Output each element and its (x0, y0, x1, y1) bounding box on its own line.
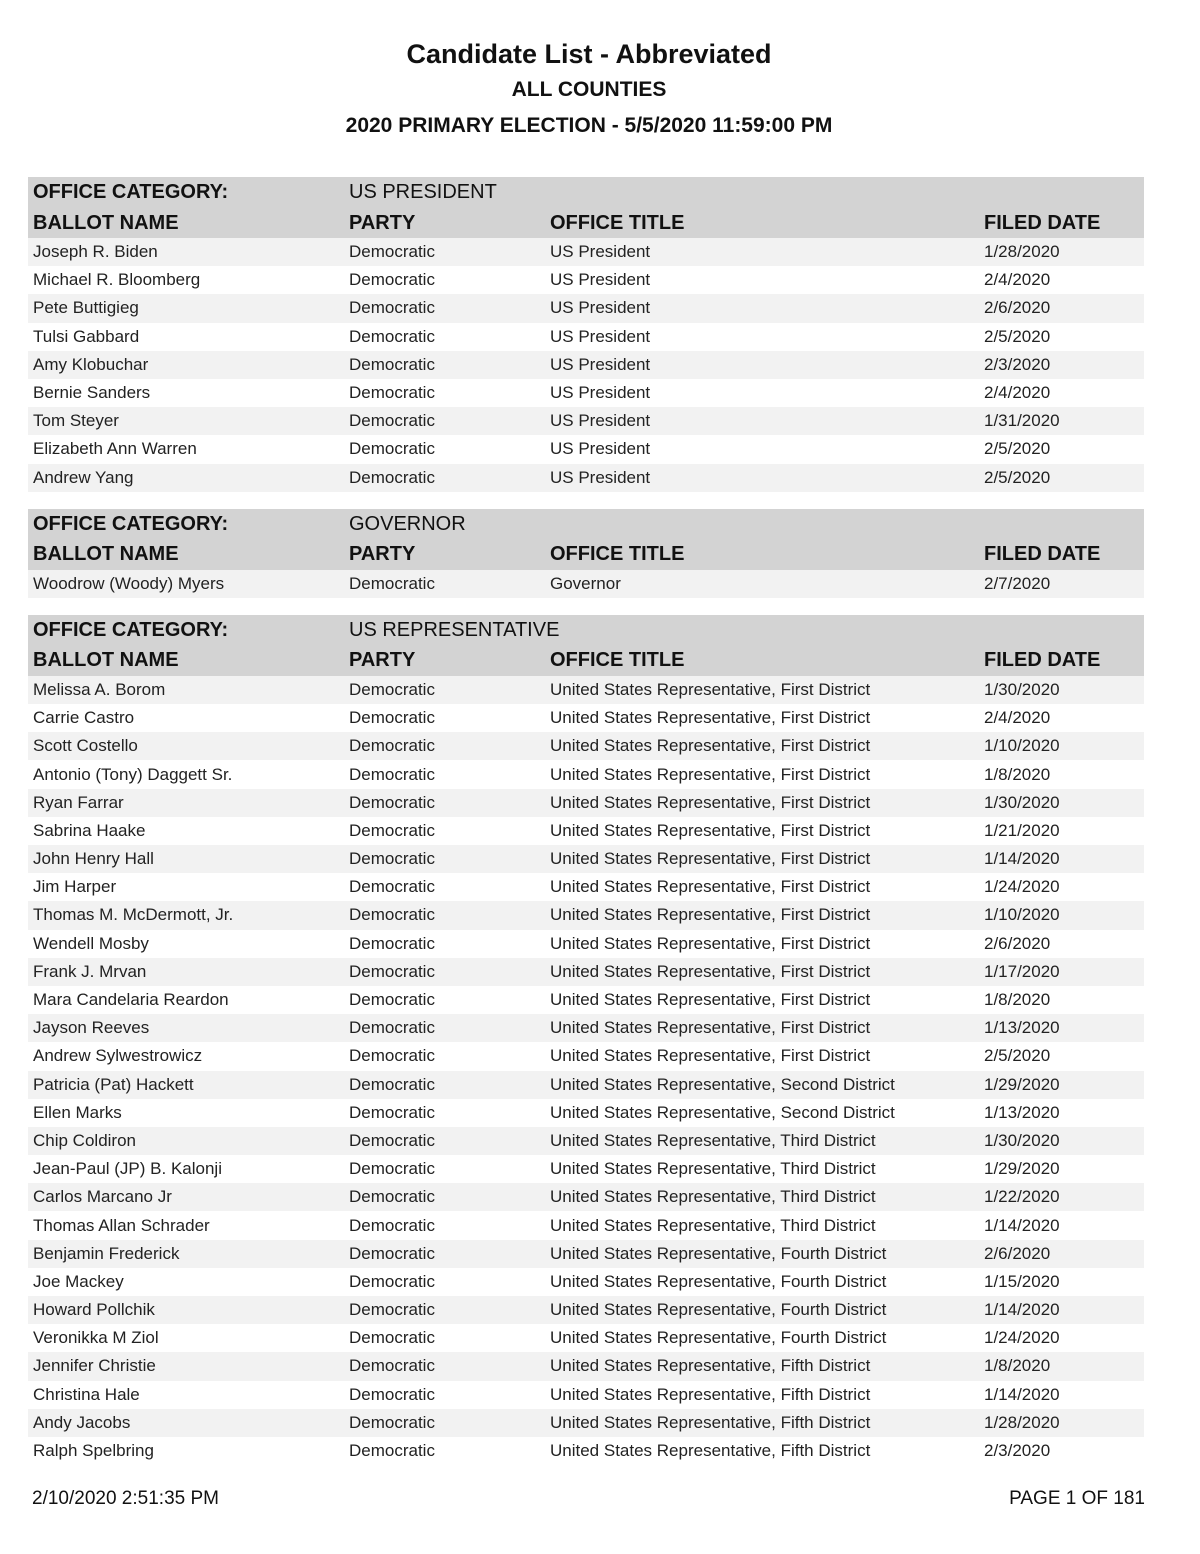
table-row (28, 1240, 1144, 1268)
party-cell: Democratic (349, 679, 435, 699)
office-title-cell: United States Representative, First District (550, 708, 871, 728)
party-cell: Democratic (349, 1356, 435, 1376)
ballot-name-cell: Elizabeth Ann Warren (33, 439, 197, 459)
office-title-cell: US President (550, 467, 651, 487)
ballot-name-cell: Jean-Paul (JP) B. Kalonji (33, 1159, 222, 1179)
ballot-name-cell: John Henry Hall (33, 849, 154, 869)
ballot-name-cell: Thomas M. McDermott, Jr. (33, 905, 234, 925)
ballot-name-cell: Mara Candelaria Reardon (33, 990, 229, 1010)
table-row (28, 873, 1144, 901)
column-header-office-title: OFFICE TITLE (550, 649, 685, 672)
column-header-row (28, 208, 1144, 238)
column-header-row (28, 646, 1144, 676)
ballot-name-cell: Amy Klobuchar (33, 354, 149, 374)
office-section (28, 509, 1144, 598)
filed-date-cell: 1/29/2020 (984, 1074, 1060, 1094)
filed-date-cell: 1/28/2020 (984, 1412, 1060, 1432)
ballot-name-cell: Andy Jacobs (33, 1412, 131, 1432)
ballot-name-cell: Carrie Castro (33, 708, 135, 728)
table-row (28, 1127, 1144, 1155)
party-cell: Democratic (349, 764, 435, 784)
table-row (28, 676, 1144, 704)
ballot-name-cell: Christina Hale (33, 1384, 140, 1404)
office-title-cell: United States Representative, Fourth District (550, 1300, 887, 1320)
party-cell: Democratic (349, 1271, 435, 1291)
office-title-cell: United States Representative, First District (550, 679, 871, 699)
party-cell: Democratic (349, 270, 435, 290)
office-category-value: US PRESIDENT (349, 181, 497, 203)
column-header-party: PARTY (349, 543, 416, 566)
ballot-name-cell: Andrew Sylwestrowicz (33, 1046, 203, 1066)
table-row (28, 1211, 1144, 1239)
office-title-cell: United States Representative, First District (550, 736, 871, 756)
ballot-name-cell: Thomas Allan Schrader (33, 1215, 210, 1235)
table-row (28, 266, 1144, 294)
party-cell: Democratic (349, 708, 435, 728)
table-row (28, 1155, 1144, 1183)
party-cell: Democratic (349, 1046, 435, 1066)
filed-date-cell: 2/6/2020 (984, 933, 1051, 953)
ballot-name-cell: Scott Costello (33, 736, 138, 756)
filed-date-cell: 1/28/2020 (984, 242, 1060, 262)
ballot-name-cell: Wendell Mosby (33, 933, 149, 953)
party-cell: Democratic (349, 1328, 435, 1348)
ballot-name-cell: Veronikka M Ziol (33, 1328, 159, 1348)
table-row (28, 351, 1144, 379)
party-cell: Democratic (349, 877, 435, 897)
column-header-filed-date: FILED DATE (984, 211, 1101, 234)
filed-date-cell: 2/4/2020 (984, 270, 1051, 290)
party-cell: Democratic (349, 1102, 435, 1122)
office-title-cell: United States Representative, Third District (550, 1159, 876, 1179)
ballot-name-cell: Andrew Yang (33, 467, 134, 487)
table-row (28, 464, 1144, 492)
page-indicator: PAGE 1 OF 181 (1009, 1488, 1145, 1509)
office-section (28, 615, 1144, 1465)
office-title-cell: United States Representative, Fourth District (550, 1328, 887, 1348)
office-title-cell: US President (550, 383, 651, 403)
party-cell: Democratic (349, 1074, 435, 1094)
party-cell: Democratic (349, 1300, 435, 1320)
table-row (28, 570, 1144, 598)
party-cell: Democratic (349, 1018, 435, 1038)
party-cell: Democratic (349, 298, 435, 318)
table-row (28, 958, 1144, 986)
ballot-name-cell: Jim Harper (33, 877, 117, 897)
office-title-cell: United States Representative, Third District (550, 1130, 876, 1150)
page-footer (32, 1488, 1145, 1510)
office-title-cell: US President (550, 439, 651, 459)
party-cell: Democratic (349, 1159, 435, 1179)
party-cell: Democratic (349, 1187, 435, 1207)
office-category-label: OFFICE CATEGORY: (33, 512, 229, 535)
party-cell: Democratic (349, 961, 435, 981)
filed-date-cell: 1/8/2020 (984, 1356, 1051, 1376)
filed-date-cell: 2/6/2020 (984, 298, 1051, 318)
office-title-cell: United States Representative, Fifth District (550, 1384, 871, 1404)
office-category-value: GOVERNOR (349, 512, 466, 535)
table-row (28, 817, 1144, 845)
table-row (28, 1042, 1144, 1070)
filed-date-cell: 1/24/2020 (984, 1328, 1060, 1348)
table-row (28, 732, 1144, 760)
document-subtitle-election: 2020 PRIMARY ELECTION - 5/5/2020 11:59:00 PM (345, 114, 833, 137)
table-row (28, 760, 1144, 788)
office-title-cell: United States Representative, First District (550, 933, 871, 953)
party-cell: Democratic (349, 905, 435, 925)
table-row (28, 1014, 1144, 1042)
ballot-name-cell: Sabrina Haake (33, 820, 146, 840)
table-row (28, 930, 1144, 958)
column-header-ballot-name: BALLOT NAME (33, 211, 179, 234)
ballot-name-cell: Ellen Marks (33, 1102, 122, 1122)
office-section (28, 177, 1144, 492)
office-category-value: US REPRESENTATIVE (349, 618, 560, 641)
column-header-filed-date: FILED DATE (984, 543, 1101, 566)
party-cell: Democratic (349, 1384, 435, 1404)
party-cell: Democratic (349, 439, 435, 459)
table-row (28, 1324, 1144, 1352)
office-title-cell: US President (550, 326, 651, 346)
table-row (28, 294, 1144, 322)
office-title-cell: United States Representative, First District (550, 764, 871, 784)
candidate-rows (28, 570, 1144, 598)
document-title: Candidate List - Abbreviated (406, 39, 772, 69)
ballot-name-cell: Patricia (Pat) Hackett (33, 1074, 194, 1094)
office-title-cell: United States Representative, First District (550, 820, 871, 840)
filed-date-cell: 1/8/2020 (984, 990, 1051, 1010)
office-title-cell: United States Representative, Fifth District (550, 1356, 871, 1376)
table-row (28, 407, 1144, 435)
office-title-cell: United States Representative, First District (550, 792, 871, 812)
filed-date-cell: 2/4/2020 (984, 383, 1051, 403)
filed-date-cell: 1/30/2020 (984, 679, 1060, 699)
party-cell: Democratic (349, 736, 435, 756)
filed-date-cell: 1/13/2020 (984, 1102, 1060, 1122)
office-title-cell: US President (550, 242, 651, 262)
filed-date-cell: 2/3/2020 (984, 354, 1051, 374)
office-title-cell: United States Representative, First District (550, 849, 871, 869)
ballot-name-cell: Tom Steyer (33, 411, 119, 431)
office-title-cell: US President (550, 298, 651, 318)
ballot-name-cell: Carlos Marcano Jr (33, 1187, 172, 1207)
party-cell: Democratic (349, 1441, 435, 1461)
party-cell: Democratic (349, 383, 435, 403)
filed-date-cell: 2/3/2020 (984, 1441, 1051, 1461)
filed-date-cell: 1/30/2020 (984, 1130, 1060, 1150)
column-header-ballot-name: BALLOT NAME (33, 543, 179, 566)
table-row (28, 704, 1144, 732)
filed-date-cell: 1/14/2020 (984, 849, 1060, 869)
table-row (28, 1296, 1144, 1324)
table-row (28, 789, 1144, 817)
ballot-name-cell: Woodrow (Woody) Myers (33, 573, 225, 593)
party-cell: Democratic (349, 792, 435, 812)
table-row (28, 238, 1144, 266)
party-cell: Democratic (349, 573, 435, 593)
filed-date-cell: 1/22/2020 (984, 1187, 1060, 1207)
section-header (28, 615, 1144, 676)
table-row (28, 845, 1144, 873)
column-header-party: PARTY (349, 649, 416, 672)
office-category-label: OFFICE CATEGORY: (33, 181, 229, 203)
filed-date-cell: 2/5/2020 (984, 467, 1051, 487)
table-row (28, 435, 1144, 463)
column-header-office-title: OFFICE TITLE (550, 543, 685, 566)
table-row (28, 1268, 1144, 1296)
ballot-name-cell: Joseph R. Biden (33, 242, 158, 262)
table-row (28, 1071, 1144, 1099)
table-row (28, 1409, 1144, 1437)
office-title-cell: United States Representative, Fifth District (550, 1412, 871, 1432)
filed-date-cell: 1/29/2020 (984, 1159, 1060, 1179)
ballot-name-cell: Pete Buttigieg (33, 298, 139, 318)
office-title-cell: United States Representative, Third District (550, 1187, 876, 1207)
ballot-name-cell: Michael R. Bloomberg (33, 270, 201, 290)
office-title-cell: United States Representative, First District (550, 961, 871, 981)
office-title-cell: United States Representative, First District (550, 990, 871, 1010)
document-header (0, 36, 1178, 144)
ballot-name-cell: Ralph Spelbring (33, 1441, 154, 1461)
ballot-name-cell: Tulsi Gabbard (33, 326, 140, 346)
filed-date-cell: 1/14/2020 (984, 1215, 1060, 1235)
table-row (28, 901, 1144, 929)
candidate-sections (28, 177, 1144, 1482)
office-title-cell: United States Representative, First District (550, 877, 871, 897)
ballot-name-cell: Melissa A. Borom (33, 679, 166, 699)
ballot-name-cell: Jennifer Christie (33, 1356, 156, 1376)
party-cell: Democratic (349, 354, 435, 374)
party-cell: Democratic (349, 1215, 435, 1235)
office-title-cell: United States Representative, Fourth District (550, 1271, 887, 1291)
filed-date-cell: 1/10/2020 (984, 736, 1060, 756)
party-cell: Democratic (349, 1243, 435, 1263)
party-cell: Democratic (349, 820, 435, 840)
filed-date-cell: 1/15/2020 (984, 1271, 1060, 1291)
party-cell: Democratic (349, 849, 435, 869)
ballot-name-cell: Jayson Reeves (33, 1018, 150, 1038)
candidate-rows (28, 238, 1144, 492)
office-title-cell: United States Representative, Fourth District (550, 1243, 887, 1263)
office-title-cell: United States Representative, Fifth District (550, 1441, 871, 1461)
filed-date-cell: 1/17/2020 (984, 961, 1060, 981)
print-timestamp: 2/10/2020 2:51:35 PM (32, 1488, 219, 1509)
ballot-name-cell: Bernie Sanders (33, 383, 151, 403)
section-header (28, 509, 1144, 570)
office-title-cell: United States Representative, First District (550, 1046, 871, 1066)
party-cell: Democratic (349, 1412, 435, 1432)
filed-date-cell: 1/14/2020 (984, 1300, 1060, 1320)
party-cell: Democratic (349, 990, 435, 1010)
table-row (28, 986, 1144, 1014)
filed-date-cell: 2/4/2020 (984, 708, 1051, 728)
party-cell: Democratic (349, 1130, 435, 1150)
column-header-party: PARTY (349, 211, 416, 234)
filed-date-cell: 1/31/2020 (984, 411, 1060, 431)
filed-date-cell: 1/13/2020 (984, 1018, 1060, 1038)
office-title-cell: United States Representative, Second District (550, 1074, 895, 1094)
party-cell: Democratic (349, 933, 435, 953)
office-title-cell: US President (550, 411, 651, 431)
table-row (28, 1352, 1144, 1380)
party-cell: Democratic (349, 326, 435, 346)
column-header-office-title: OFFICE TITLE (550, 211, 685, 234)
ballot-name-cell: Antonio (Tony) Daggett Sr. (33, 764, 233, 784)
office-category-row (28, 615, 1144, 646)
table-row (28, 1099, 1144, 1127)
filed-date-cell: 2/7/2020 (984, 573, 1051, 593)
filed-date-cell: 1/24/2020 (984, 877, 1060, 897)
document-subtitle-counties: ALL COUNTIES (511, 78, 667, 101)
candidate-rows (28, 676, 1144, 1465)
office-title-cell: United States Representative, First District (550, 1018, 871, 1038)
filed-date-cell: 2/5/2020 (984, 1046, 1051, 1066)
ballot-name-cell: Joe Mackey (33, 1271, 124, 1291)
office-title-cell: United States Representative, Second District (550, 1102, 895, 1122)
column-header-ballot-name: BALLOT NAME (33, 649, 179, 672)
party-cell: Democratic (349, 467, 435, 487)
filed-date-cell: 2/6/2020 (984, 1243, 1051, 1263)
office-category-label: OFFICE CATEGORY: (33, 618, 229, 641)
table-row (28, 1183, 1144, 1211)
ballot-name-cell: Ryan Farrar (33, 792, 124, 812)
office-category-row (28, 509, 1144, 540)
filed-date-cell: 2/5/2020 (984, 439, 1051, 459)
party-cell: Democratic (349, 242, 435, 262)
office-title-cell: Governor (550, 573, 621, 593)
column-header-row (28, 540, 1144, 570)
filed-date-cell: 1/8/2020 (984, 764, 1051, 784)
office-title-cell: United States Representative, Third District (550, 1215, 876, 1235)
filed-date-cell: 2/5/2020 (984, 326, 1051, 346)
ballot-name-cell: Chip Coldiron (33, 1130, 136, 1150)
section-header (28, 177, 1144, 238)
ballot-name-cell: Benjamin Frederick (33, 1243, 180, 1263)
office-category-row (28, 177, 1144, 208)
ballot-name-cell: Howard Pollchik (33, 1300, 155, 1320)
office-title-cell: United States Representative, First District (550, 905, 871, 925)
filed-date-cell: 1/10/2020 (984, 905, 1060, 925)
column-header-filed-date: FILED DATE (984, 649, 1101, 672)
office-title-cell: US President (550, 354, 651, 374)
filed-date-cell: 1/14/2020 (984, 1384, 1060, 1404)
table-row (28, 379, 1144, 407)
table-row (28, 1381, 1144, 1409)
office-title-cell: US President (550, 270, 651, 290)
filed-date-cell: 1/21/2020 (984, 820, 1060, 840)
ballot-name-cell: Frank J. Mrvan (33, 961, 147, 981)
table-row (28, 323, 1144, 351)
table-row (28, 1437, 1144, 1465)
filed-date-cell: 1/30/2020 (984, 792, 1060, 812)
party-cell: Democratic (349, 411, 435, 431)
